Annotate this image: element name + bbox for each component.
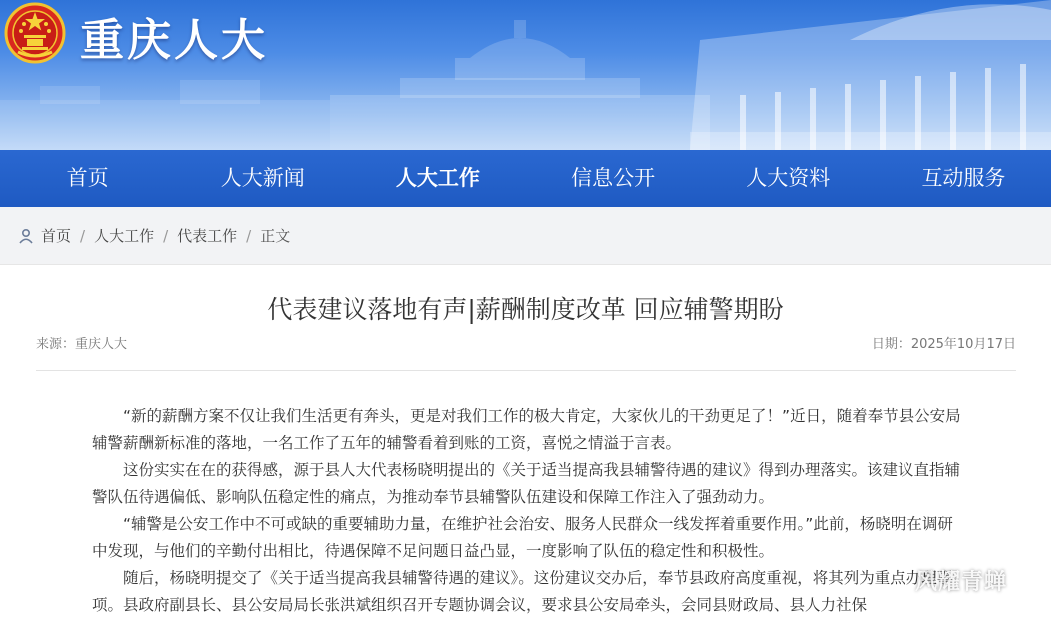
nav-item-info-disclosure[interactable]: 信息公开: [571, 166, 656, 190]
source-label: 来源：: [36, 337, 76, 352]
nav-item-work[interactable]: 人大工作: [395, 166, 480, 190]
location-user-icon: [18, 228, 34, 244]
source-value: 重庆人大: [75, 337, 128, 352]
article-body: [92, 403, 962, 619]
breadcrumb-separator: /: [246, 226, 252, 245]
date-label: 日期：: [871, 337, 911, 352]
article-paragraph: 随后，杨晓明提交了《关于适当提高我县辅警待遇的建议》。这份建议交办后，奉节县政府高度重视，将其列为重点办理事项。县政府副县长、县公安局局长张洪斌组织召开专题协调会议，要求县公安局牵头，会同县财政局、县人力社保: [92, 569, 953, 614]
breadcrumb-home[interactable]: 首页: [41, 227, 72, 245]
breadcrumb: [0, 207, 1051, 265]
nav-item-news[interactable]: 人大新闻: [220, 166, 305, 190]
breadcrumb-current: 正文: [260, 227, 291, 245]
main-nav: [0, 150, 1051, 207]
site-banner: [0, 0, 1051, 150]
watermark: 风耀青蝉: [915, 570, 1008, 595]
breadcrumb-representative-work[interactable]: 代表工作: [177, 227, 238, 245]
article-paragraph: 这份实实在在的获得感，源于县人大代表杨晓明提出的《关于适当提高我县辅警待遇的建议》得到办理落实。该建议直指辅警队伍待遇偏低、影响队伍稳定性的痛点，为推动奉节县辅警队伍建设和保障工作注入了强劲动力。: [92, 461, 961, 506]
article-source: [36, 333, 127, 352]
article-meta: [36, 333, 1016, 352]
breadcrumb-separator: /: [80, 226, 86, 245]
breadcrumb-work[interactable]: 人大工作: [94, 227, 155, 245]
article-date: [872, 333, 1016, 352]
breadcrumb-separator: /: [163, 226, 169, 245]
national-emblem-icon: [4, 2, 66, 64]
nav-item-materials[interactable]: 人大资料: [746, 166, 831, 190]
nav-item-interactive[interactable]: 互动服务: [921, 166, 1006, 190]
article-paragraph: “新的薪酬方案不仅让我们生活更有奔头，更是对我们工作的极大肯定，大家伙儿的干劲更足了！”近日，随着奉节县公安局辅警薪酬新标准的落地，一名工作了五年的辅警看着到账的工资，喜悦之情溢于言表。: [92, 407, 961, 452]
article-paragraph: “辅警是公安工作中不可或缺的重要辅助力量，在维护社会治安、服务人民群众一线发挥着重要作用。”此前，杨晓明在调研中发现，与他们的辛勤付出相比，待遇保障不足问题日益凸显，一度影响了队伍的稳定性和积极性。: [92, 515, 953, 560]
site-title[interactable]: 重庆人大: [80, 15, 268, 66]
meta-divider: [36, 370, 1016, 371]
nav-item-home[interactable]: 首页: [66, 166, 109, 190]
article-title: 代表建议落地有声|薪酬制度改革 回应辅警期盼: [267, 295, 784, 324]
date-value: 2025年10月17日: [910, 337, 1016, 352]
